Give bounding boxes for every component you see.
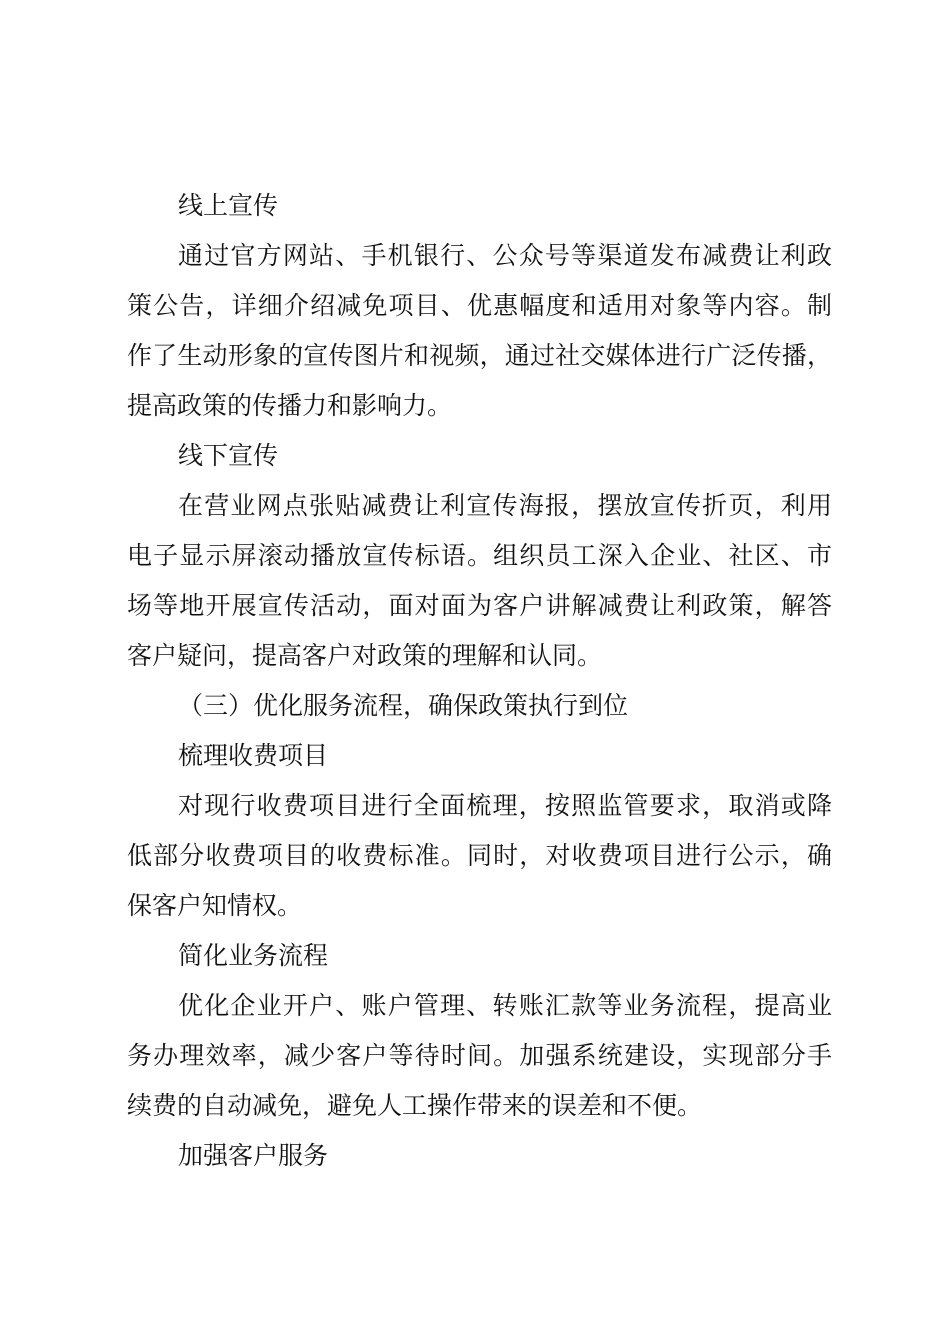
paragraph-line: 策公告，详细介绍减免项目、优惠幅度和适用对象等内容。制	[127, 291, 832, 320]
paragraph-line: 通过官方网站、手机银行、公众号等渠道发布减费让利政	[178, 241, 832, 270]
paragraph-simplify-process	[127, 981, 832, 1131]
heading-offline-publicity: 线下宣传	[178, 441, 279, 470]
heading-customer-service: 加强客户服务	[178, 1141, 329, 1170]
paragraph-online-publicity	[127, 231, 832, 431]
paragraph-line: 保客户知情权。	[127, 891, 303, 920]
paragraph-line: 提高政策的传播力和影响力。	[127, 391, 453, 420]
paragraph-line: 续费的自动减免，避免人工操作带来的误差和不便。	[127, 1091, 703, 1120]
paragraph-line: 电子显示屏滚动播放宣传标语。组织员工深入企业、社区、市	[127, 541, 832, 570]
paragraph-review-fees	[127, 781, 832, 931]
heading-online-publicity: 线上宣传	[178, 191, 279, 220]
heading-review-fees: 梳理收费项目	[178, 741, 329, 770]
paragraph-line: 在营业网点张贴减费让利宣传海报，摆放宣传折页，利用	[178, 491, 832, 520]
section-heading-optimize-service: （三）优化服务流程，确保政策执行到位	[178, 691, 629, 720]
paragraph-line: 客户疑问，提高客户对政策的理解和认同。	[127, 641, 603, 670]
document-body	[127, 181, 832, 1181]
paragraph-line: 场等地开展宣传活动，面对面为客户讲解减费让利政策，解答	[127, 591, 832, 620]
paragraph-line: 作了生动形象的宣传图片和视频，通过社交媒体进行广泛传播，	[127, 341, 832, 370]
paragraph-line: 务办理效率，减少客户等待时间。加强系统建设，实现部分手	[127, 1041, 832, 1070]
paragraph-offline-publicity	[127, 481, 832, 681]
heading-simplify-process: 简化业务流程	[178, 941, 329, 970]
paragraph-line: 低部分收费项目的收费标准。同时，对收费项目进行公示，确	[127, 841, 832, 870]
paragraph-line: 优化企业开户、账户管理、转账汇款等业务流程，提高业	[178, 991, 832, 1020]
paragraph-line: 对现行收费项目进行全面梳理，按照监管要求，取消或降	[178, 791, 832, 820]
